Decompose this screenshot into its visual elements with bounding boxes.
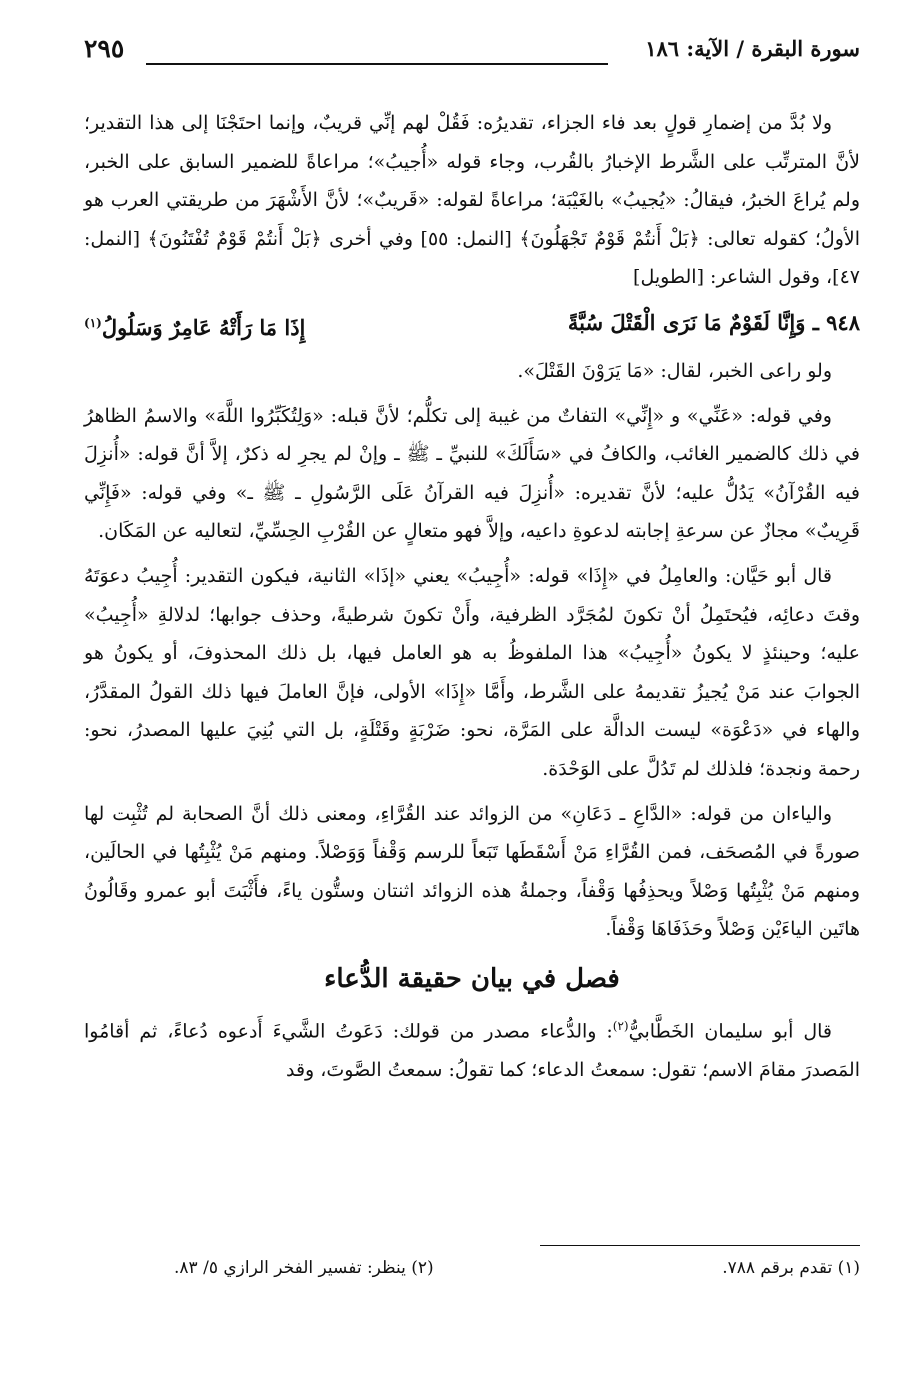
footnote-ref-2: (٢)	[612, 1018, 629, 1033]
page-body	[84, 104, 860, 1095]
paragraph-6-start: قال أبو سليمان الخَطَّابيُّ	[628, 1020, 832, 1043]
section-heading: فصل في بيان حقيقة الدُّعاء	[324, 963, 620, 994]
verse-first-half	[568, 303, 860, 348]
footnotes	[84, 1258, 860, 1292]
paragraph-3: وفي قوله: «عَنِّي» و «إِنِّي» التفاتٌ من غيبة إلى تكلُّم؛ لأنَّ قبله: «وَلِتُكَبِّرُوا اللَّهَ» والاسمُ الظاهرُ في ذلك كالضمير الغائب، والكافُ في «سَأَلَكَ» للنبيِّ ـ ﷺ ـ وإنْ لم يجرِ له ذكرٌ، إلاَّ أنَّ قوله: «أُنزِلَ فيه القُرْآنُ» يَدُلُّ عليه؛ لأنَّ تقديره: «أُنزِلَ فيه القرآنُ عَلَى الرَّسُولِ ـ ﷺ ـ» وفي قوله: «فَإِنِّي قَرِيبٌ» مجازٌ عن سرعةِ إجابته لدعوةِ داعيه، وإلاَّ فهو متعالٍ عن القُرْبِ الحِسِّيِّ، لتعاليه عن المَكَان.	[84, 404, 860, 543]
footnote-1: (١) تقدم برقم ٧٨٨.	[722, 1258, 860, 1278]
poetry-verse	[84, 303, 860, 348]
page-number: ٢٩٥	[84, 34, 125, 63]
verse-number: ٩٤٨ ـ	[812, 309, 860, 335]
verse-hemistich-1: وَإِنَّا لَقَوْمٌ مَا نَرَى الْقَتْلَ سُبَّةً	[567, 309, 806, 335]
paragraph-2: ولو راعى الخبر، لقال: «مَا يَرَوْنَ القَتْلَ».	[517, 359, 832, 382]
paragraph-4: قال أبو حَيَّان: والعامِلُ في «إِذَا» قوله: «أُجِيبُ» يعني «إذَا» الثانية، فيكون التقدير: أُجِيبُ دعوَتَهُ وقتَ دعائِه، فيُحتَمِلُ أنْ تكونَ لمُجَرَّد الظرفية، وأَنْ تكونَ شرطيةً، وحذف جوابها؛ لدلالةِ «أُجِيبُ» عليه؛ وحينئذٍ لا يكونُ «أُجِيبُ» هذا الملفوظُ به هو العامل فيها، بل ذلك المحذوفَ، أو يكونُ هو الجوابَ عند مَنْ يُجيزُ تقديمهُ على الشَّرط، وأَمَّا «إِذَا» الأولى، فإنَّ العاملَ فيها ذلك القولُ المقدَّرُ، والهاء في «دَعْوَة» ليست الدالَّة على المَرَّة، نحو: ضَرْبَةٍ وقَتْلَةٍ، بل التي بُنِيَ عليها المصدرُ، نحو: رحمة ونجدة؛ فلذلك لم تَدُلَّ على الوَحْدَة.	[84, 564, 860, 780]
paragraph-1: ولا بُدَّ من إضمارِ قولٍ بعد فاء الجزاء، تقديرُه: فَقُلْ لهم إنِّي قريبٌ، وإنما احتَجْنَا إلى هذا التقدير؛ لأنَّ المترتِّب على الشَّرط الإخبارُ بالقُرب، وجاء قوله «أُجيبُ»؛ مراعاةً للضمير السابق على الخبر، ولم يُراعَ الخبرُ، فيقالُ: «يُجيبُ» بالغَيْبَة؛ مراعاةً لقوله: «قَريبٌ»؛ لأنَّ الأَشْهَرَ من طريقتي العرب هو الأولُ؛ كقوله تعالى: ﴿بَلْ أَنتُمْ قَوْمٌ تَجْهَلُونَ﴾ [النمل: ٥٥] وفي أخرى ﴿بَلْ أَنتُمْ قَوْمٌ تُفْتَنُونَ﴾ [النمل: ٤٧]، وقول الشاعر: [الطويل]	[84, 112, 861, 289]
header-rule	[146, 63, 608, 65]
footnote-ref-1: (١)	[84, 315, 102, 330]
paragraph-6-rest: : والدُّعاء مصدر من قولك: دَعَوتُ الشَّيءَ أَدعوه دُعاءً، ثم أقامُوا المَصدرَ مقامَ الاسم؛ تقول: سمعتُ الدعاء؛ كما تقولُ: سمعتُ الصَّوتَ، وقد	[84, 1020, 860, 1081]
verse-hemistich-2: إِذَا مَا رَأَتْهُ عَامِرٌ وَسَلُولُ	[101, 314, 306, 340]
running-title: سورة البقرة / الآية: ١٨٦	[645, 36, 860, 61]
verse-second-half	[84, 303, 305, 348]
footnote-rule	[540, 1245, 860, 1246]
paragraph-5: والياءان من قوله: «الدَّاعِ ـ دَعَانِ» من الزوائد عند القُرَّاءِ، ومعنى ذلك أنَّ الصحابة لم تُثْبِت لها صورةً في المُصحَف، فمن القُرَّاءِ مَنْ أَسْقَطَها تَبَعاً للرسم وَقْفاً وَوَصْلاً. ومنهم مَنْ يُثْبِتُها في الحالَين، ومنهم مَنْ يُثْبِتُها وَصْلاً ويحذِفُها وَقْفاً، وجملةُ هذه الزوائد اثنتان وستُّون ياءً، فأَثْبَتَ أبو عمرو وقَالُونُ هاتَين الياءَيْن وَصْلاً وحَذَفَاهَا وَقْفاً.	[84, 802, 860, 941]
paragraph-6	[84, 1007, 860, 1090]
footnote-2: (٢) ينظر: تفسير الفخر الرازي ٥/ ٨٣.	[174, 1258, 434, 1278]
page-header	[84, 34, 860, 74]
